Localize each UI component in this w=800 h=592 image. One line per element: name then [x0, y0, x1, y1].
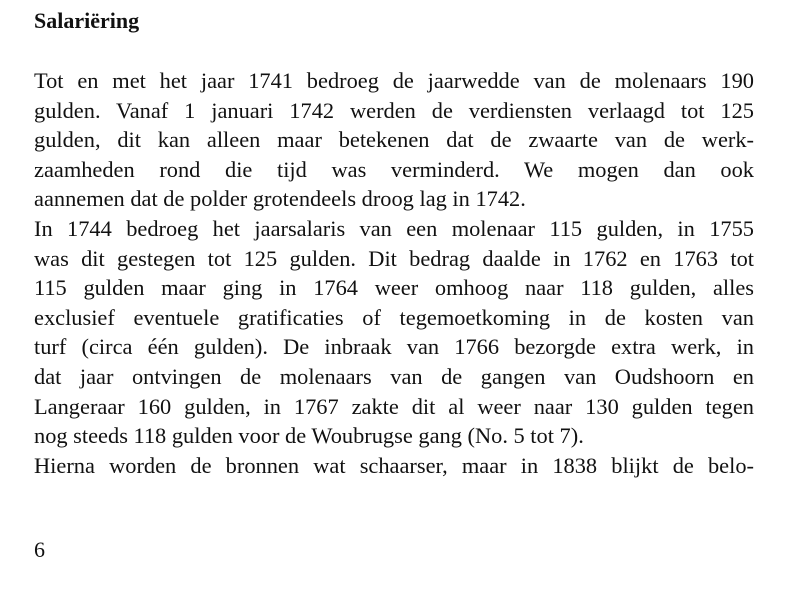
text-line: exclusief eventuele gratificaties of tegemoetkoming in de kosten van [34, 304, 754, 330]
section-heading: Salariëring [34, 8, 140, 33]
text-line: Langeraar 160 gulden, in 1767 zakte dit al weer naar 130 gulden tegen [34, 393, 754, 419]
text-line: 115 gulden maar ging in 1764 weer omhoog naar 118 gulden, alles [34, 275, 754, 301]
text-line: gulden. Vanaf 1 januari 1742 werden de verdiensten verlaagd tot 125 [34, 97, 754, 123]
text-line: In 1744 bedroeg het jaarsalaris van een molenaar 115 gulden, in 1755 [34, 215, 754, 241]
text-line: dat jaar ontvingen de molenaars van de gangen van Oudshoorn en [34, 363, 754, 389]
text-line: aannemen dat de polder grotendeels droog lag in 1742. [34, 186, 526, 212]
body-text [34, 66, 754, 480]
text-line: zaamheden rond die tijd was verminderd. We mogen dan ook [34, 156, 754, 182]
text-line: turf (circa één gulden). De inbraak van 1766 bezorgde extra werk, in [34, 334, 754, 360]
page-number: 6 [34, 537, 45, 562]
text-line: was dit gestegen tot 125 gulden. Dit bedrag daalde in 1762 en 1763 tot [34, 245, 754, 271]
text-line: Hierna worden de bronnen wat schaarser, maar in 1838 blijkt de belo- [34, 452, 754, 478]
text-line: Tot en met het jaar 1741 bedroeg de jaarwedde van de molenaars 190 [34, 68, 754, 93]
text-line: gulden, dit kan alleen maar betekenen dat de zwaarte van de werk- [34, 127, 754, 153]
text-line: nog steeds 118 gulden voor de Woubrugse gang (No. 5 tot 7). [34, 423, 584, 449]
